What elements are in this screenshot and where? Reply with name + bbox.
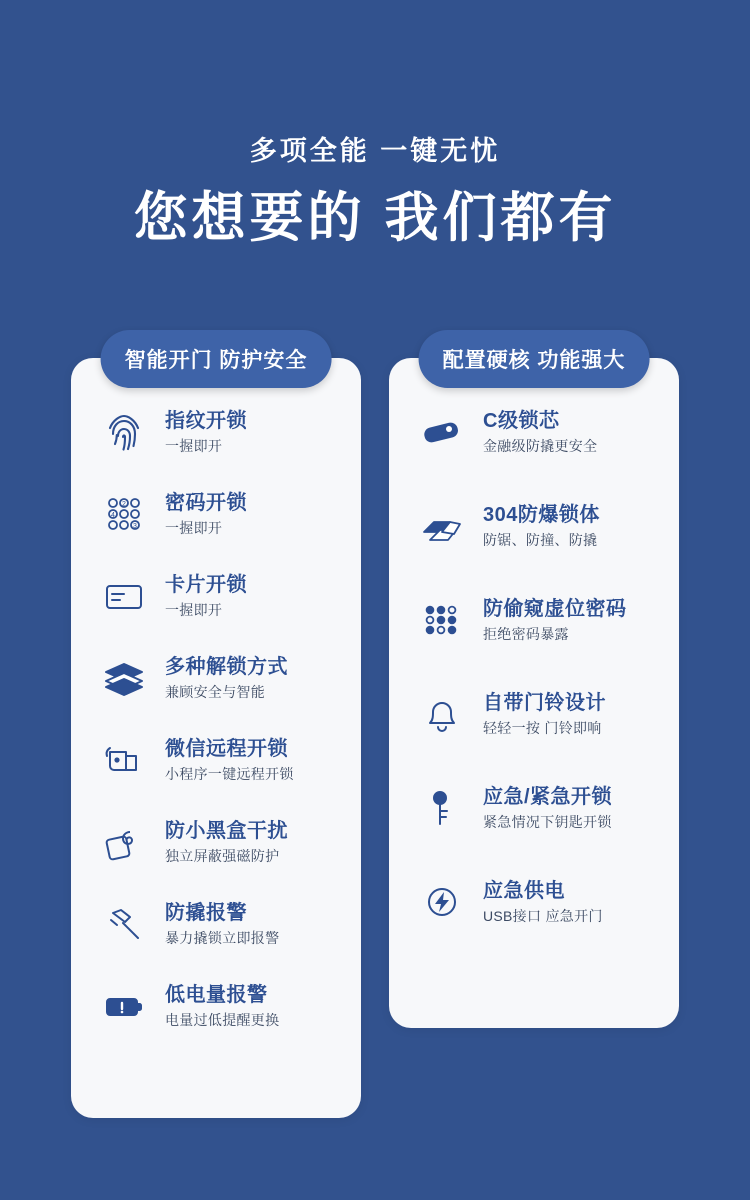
emergency-key-icon <box>411 780 473 836</box>
feature-title: 应急/紧急开锁 <box>483 785 613 808</box>
feature-title: 卡片开锁 <box>165 573 247 596</box>
column-right-pill: 配置硬核 功能强大 <box>419 330 650 388</box>
feature-title: C级锁芯 <box>483 409 560 432</box>
list-item <box>71 978 361 1034</box>
lock-core-icon <box>411 404 473 460</box>
svg-text:4: 4 <box>111 512 115 519</box>
steel-bars-icon <box>411 498 473 554</box>
list-item <box>389 686 679 742</box>
svg-text:3: 3 <box>133 523 137 530</box>
usb-power-icon <box>411 874 473 930</box>
feature-desc: 轻轻一按 门铃即响 <box>483 719 602 736</box>
feature-title: 防偷窥虚位密码 <box>483 597 627 620</box>
feature-title: 防撬报警 <box>165 901 247 924</box>
feature-desc: 拒绝密码暴露 <box>483 625 569 642</box>
list-item <box>71 404 361 460</box>
feature-title: 自带门铃设计 <box>483 691 606 714</box>
page-header <box>0 0 750 248</box>
feature-title: 防小黑盒干扰 <box>165 819 288 842</box>
feature-desc: 小程序一键远程开锁 <box>165 765 294 782</box>
virtual-password-icon <box>411 592 473 648</box>
list-item <box>389 592 679 648</box>
list-item <box>71 650 361 706</box>
feature-title: 多种解锁方式 <box>165 655 288 678</box>
column-right-card <box>389 358 679 1028</box>
feature-title: 应急供电 <box>483 879 565 902</box>
column-left-card <box>71 358 361 1118</box>
list-item <box>71 732 361 788</box>
feature-desc: 电量过低提醒更换 <box>165 1011 280 1028</box>
feature-desc: USB接口 应急开门 <box>483 907 603 924</box>
fingerprint-icon <box>93 404 155 460</box>
feature-desc: 一握即开 <box>165 437 223 454</box>
feature-desc: 暴力撬锁立即报警 <box>165 929 280 946</box>
feature-column-right <box>389 330 679 1118</box>
feature-title: 指纹开锁 <box>165 409 247 432</box>
list-item <box>71 568 361 624</box>
feature-column-left <box>71 330 361 1118</box>
list-item <box>389 780 679 836</box>
list-item <box>71 896 361 952</box>
anti-blackbox-icon <box>93 814 155 870</box>
feature-title: 304防爆锁体 <box>483 503 600 526</box>
feature-desc: 一握即开 <box>165 601 223 618</box>
column-left-pill: 智能开门 防护安全 <box>101 330 332 388</box>
card-icon <box>93 568 155 624</box>
doorbell-icon <box>411 686 473 742</box>
feature-title: 低电量报警 <box>165 983 268 1006</box>
feature-desc: 独立屏蔽强磁防护 <box>165 847 280 864</box>
feature-desc: 防锯、防撞、防撬 <box>483 531 598 548</box>
list-item <box>389 874 679 930</box>
feature-title: 密码开锁 <box>165 491 247 514</box>
feature-desc: 紧急情况下钥匙开锁 <box>483 813 612 830</box>
list-item <box>389 404 679 460</box>
list-item <box>71 486 361 542</box>
page-subtitle: 多项全能 一键无忧 <box>249 136 501 166</box>
feature-desc: 一握即开 <box>165 519 223 536</box>
feature-title: 微信远程开锁 <box>165 737 288 760</box>
list-item <box>389 498 679 554</box>
layers-icon <box>93 650 155 706</box>
keypad-icon <box>93 486 155 542</box>
feature-columns <box>0 330 750 1118</box>
low-battery-icon <box>93 978 155 1034</box>
hammer-alarm-icon <box>93 896 155 952</box>
svg-text:2: 2 <box>122 501 126 508</box>
page-title: 您想要的 我们都有 <box>133 188 617 248</box>
feature-desc: 金融级防撬更安全 <box>483 437 598 454</box>
wechat-remote-icon <box>93 732 155 788</box>
feature-desc: 兼顾安全与智能 <box>165 683 266 700</box>
list-item <box>71 814 361 870</box>
